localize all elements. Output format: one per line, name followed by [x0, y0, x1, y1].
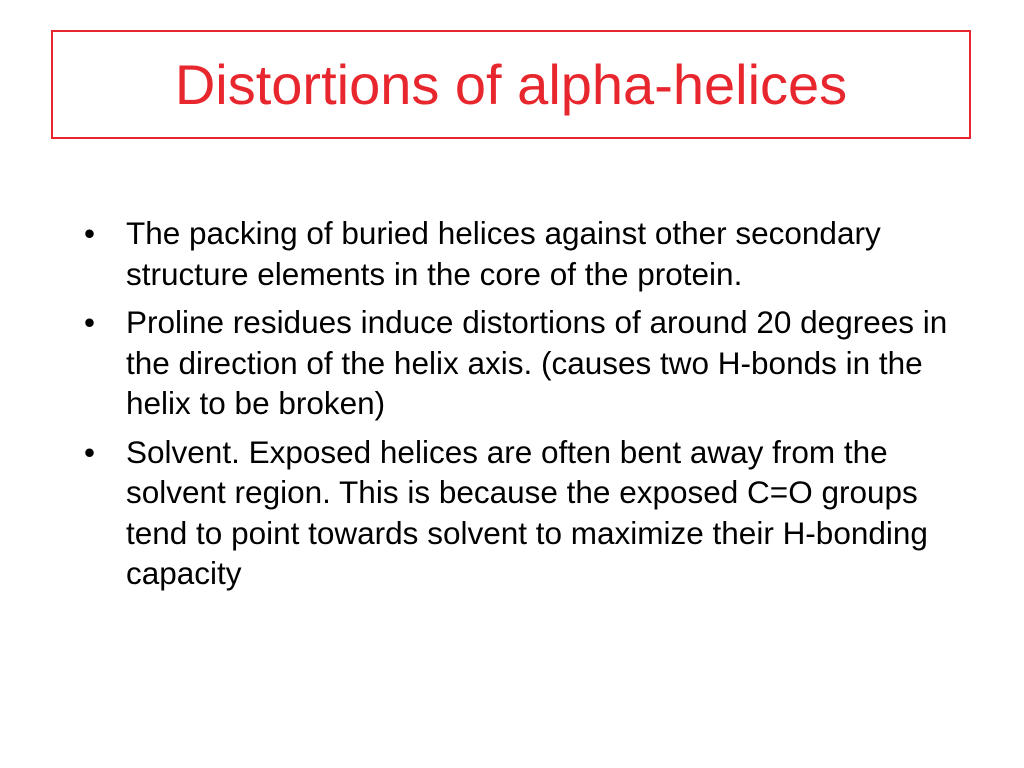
- bullet-text: The packing of buried helices against other secondary structure elements in the core of the protein.: [126, 215, 881, 292]
- bullet-point-icon: •: [84, 304, 96, 340]
- bullet-item-packing: [84, 213, 964, 294]
- bullet-list: [84, 213, 964, 602]
- bullet-text: Solvent. Exposed helices are often bent away from the solvent region. This is because the exposed C=O groups tend to point towards solvent to maximize their H-bonding capacity: [126, 433, 928, 591]
- slide-title: Distortions of alpha-helices: [174, 52, 848, 116]
- bullet-point-icon: •: [84, 433, 96, 470]
- bullet-point-icon: •: [84, 215, 96, 251]
- title-box: [51, 30, 971, 139]
- bullet-text: Proline residues induce distortions of around 20 degrees in the direction of the helix axis. (causes two H-bonds in the helix to be broken): [126, 304, 948, 421]
- bullet-item-proline: [84, 302, 964, 424]
- bullet-item-solvent: [84, 432, 964, 594]
